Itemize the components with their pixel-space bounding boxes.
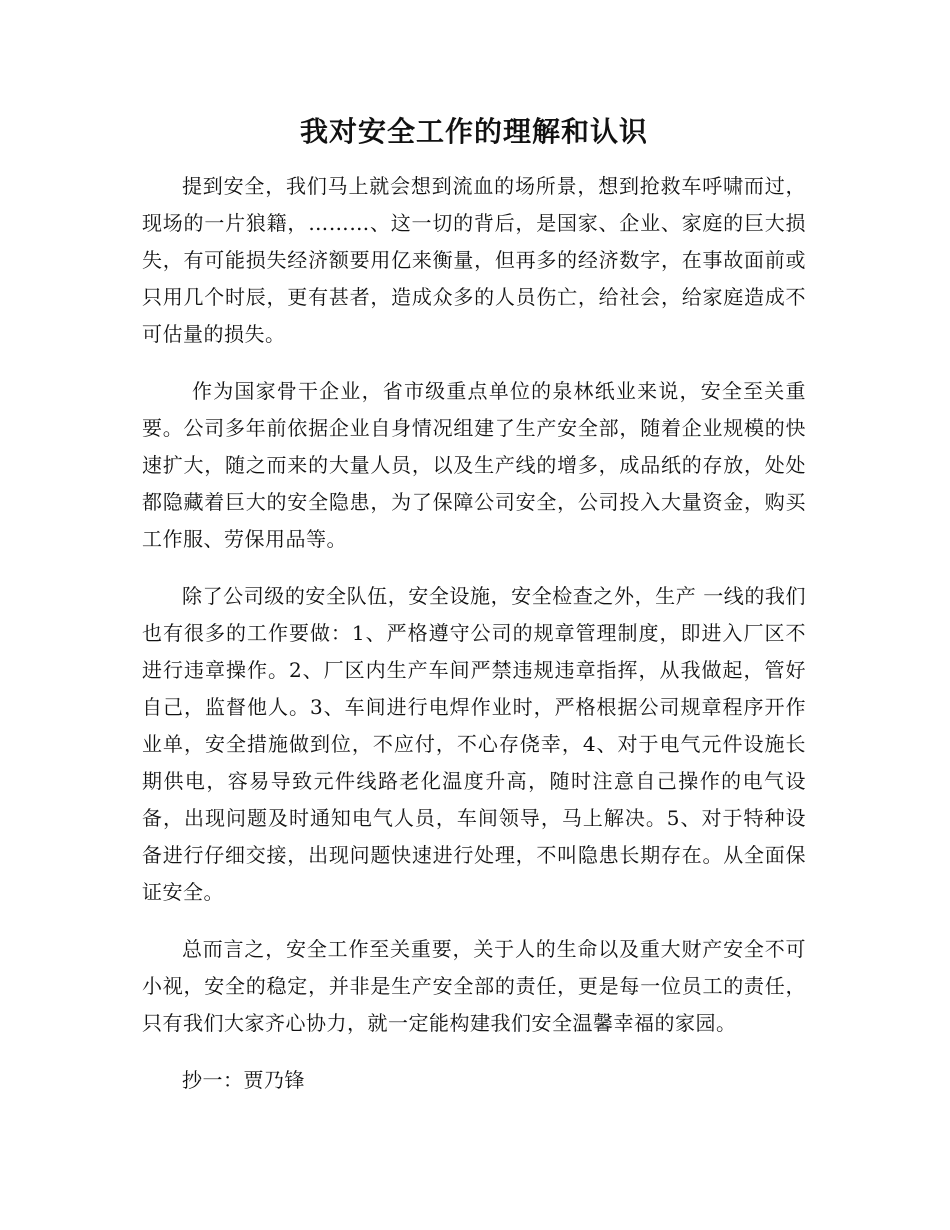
paragraph-3: 除了公司级的安全队伍，安全设施，安全检查之外，生产 一线的我们也有很多的工作要做：1、严格遵守公司的规章管理制度，即进入厂区不进行违章操作。2、厂区内生产车间严禁违规违章指挥，从我做起，管好自己，监督他人。3、车间进行电焊作业时，严格根据公司规章程序开作业单，安全措施做到位，不应付，不心存侥幸，4、对于电气元件设施长期供电，容易导致元件线路老化温度升高，随时注意自己操作的电气设备，出现问题及时通知电气人员，车间领导，马上解决。5、对于特种设备进行仔细交接，出现问题快速进行处理，不叫隐患长期存在。从全面保证安全。 [142, 584, 806, 904]
paragraph-2: 作为国家骨干企业，省市级重点单位的泉林纸业来说，安全至关重要。公司多年前依据企业自身情况组建了生产安全部，随着企业规模的快速扩大，随之而来的大量人员，以及生产线的增多，成品纸的存放，处处都隐藏着巨大的安全隐患，为了保障公司安全，公司投入大量资金，购买工作服、劳保用品等。 [142, 379, 806, 551]
cc-line: 抄一：贾乃锋 [182, 1068, 305, 1092]
document-title: 我对安全工作的理解和认识 [299, 115, 648, 148]
paragraph-1: 提到安全，我们马上就会想到流血的场所景，想到抢救车呼啸而过，现场的一片狼籍，………、这一切的背后，是国家、企业、家庭的巨大损失，有可能损失经济额要用亿来衡量，但再多的经济数字，在事故面前或只用几个时辰，更有甚者，造成众多的人员伤亡，给社会，给家庭造成不可估量的损失。 [142, 174, 806, 346]
document-page [142, 110, 806, 1119]
paragraph-4: 总而言之，安全工作至关重要，关于人的生命以及重大财产安全不可小视，安全的稳定，并非是生产安全部的责任，更是每一位员工的责任，只有我们大家齐心协力，就一定能构建我们安全温馨幸福的家园。 [142, 937, 806, 1035]
